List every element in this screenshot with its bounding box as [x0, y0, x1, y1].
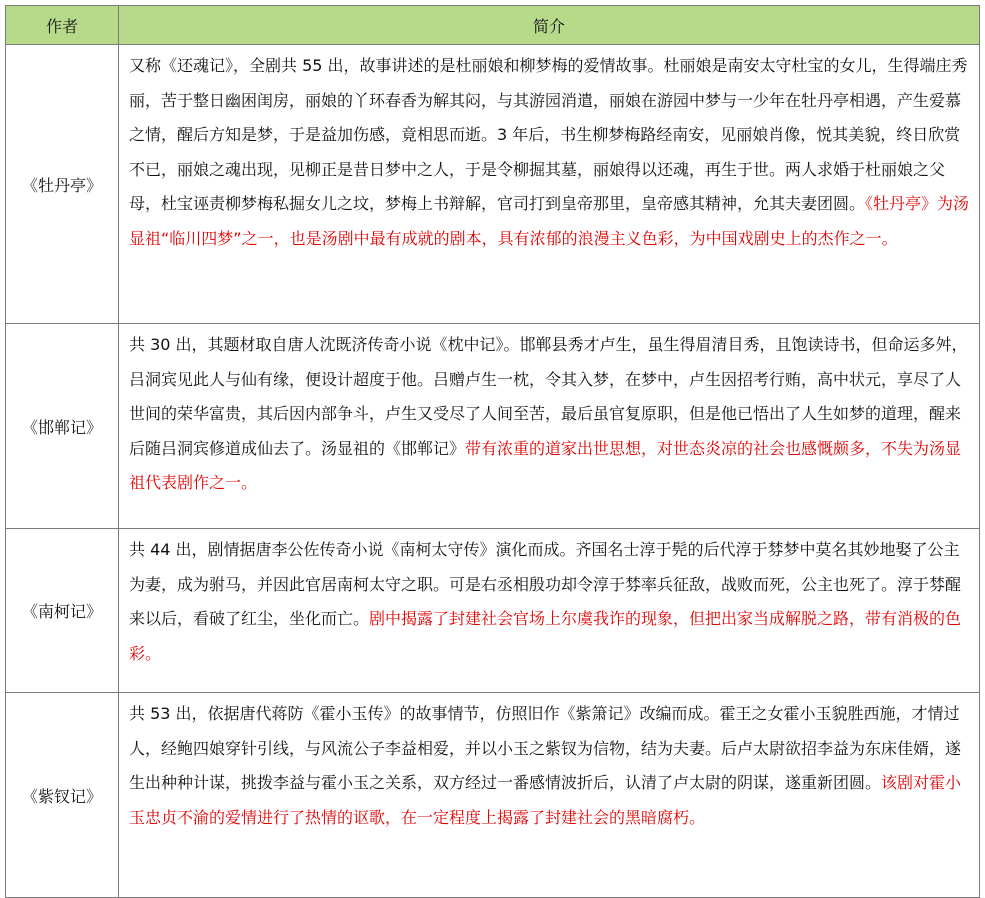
description-highlight: 剧中揭露了封建社会官场上尔虞我诈的现象，但把出家当成解脱之路，带有消极的色彩。 [129, 609, 962, 663]
description-text: 共 53 出，依据唐代蒋防《霍小玉传》的故事情节，仿照旧作《紫箫记》改编而成。霍王之女霍小玉貌胜西施，才情过人，经鲍四娘穿针引线，与风流公子李益相爱，并以小玉之紫钗为信物，结为夫妻。后卢太尉欲招李益为东床佳婿，遂生出种种计谋，挑拨李益与霍小玉之关系，双方经过一番感情波折后，认清了卢太尉的阴谋，遂重新团圆。 [129, 704, 962, 792]
description-text: 共 44 出，剧情据唐李公佐传奇小说《南柯太守传》演化而成。齐国名士淳于髡的后代淳于棼梦中莫名其妙地娶了公主为妻，成为驸马，并因此官居南柯太守之职。可是右丞相殷功却令淳于棼率兵征敌，战败而死，公主也死了。淳于棼醒来以后，看破了红尘，坐化而亡。 [129, 540, 962, 628]
play-description [119, 529, 980, 693]
description-text: 又称《还魂记》，全剧共 55 出，故事讲述的是杜丽娘和柳梦梅的爱情故事。杜丽娘是南安太守杜宝的女儿，生得端庄秀丽，苦于整日幽困闺房，丽娘的丫环春香为解其闷，与其游园消遣，丽娘在游园中梦与一少年在牡丹亭相遇，产生爱慕之情，醒后方知是梦，于是益加伤感，竟相思而逝。3 年后，书生柳梦梅路经南安，见丽娘肖像，悦其美貌，终日欣赏不已，丽娘之魂出现，见柳正是昔日梦中之人，于是令柳掘其墓，丽娘得以还魂，再生于世。两人求婚于杜丽娘之父母，杜宝诬责柳梦梅私掘女儿之坟，梦梅上书辩解，官司打到皇帝那里，皇帝感其精神，允其夫妻团圆。 [129, 56, 968, 213]
play-title: 《紫钗记》 [6, 693, 119, 898]
description-highlight: 该剧对霍小玉忠贞不渝的爱情进行了热情的讴歌，在一定程度上揭露了封建社会的黑暗腐朽。 [129, 773, 962, 827]
header-intro: 简介 [119, 6, 980, 45]
play-title: 《南柯记》 [6, 529, 119, 693]
header-row [6, 6, 980, 45]
description-highlight: 《牡丹亭》为汤显祖“临川四梦”之一，也是汤剧中最有成就的剧本，具有浓郁的浪漫主义色彩，为中国戏剧史上的杰作之一。 [129, 194, 970, 248]
play-description [119, 324, 980, 529]
table-row [6, 324, 980, 529]
table-row [6, 45, 980, 324]
play-title: 《牡丹亭》 [6, 45, 119, 324]
description-highlight: 带有浓重的道家出世思想，对世态炎凉的社会也感慨颇多，不失为汤显祖代表剧作之一。 [129, 438, 962, 492]
play-description [119, 693, 980, 898]
play-description [119, 45, 980, 324]
description-text: 共 30 出，其题材取自唐人沈既济传奇小说《枕中记》。邯郸县秀才卢生，虽生得眉清目秀，且饱读诗书，但命运多舛，吕洞宾见此人与仙有缘，便设计超度于他。吕赠卢生一枕，令其入梦，在梦中，卢生因招考行贿，高中状元，享尽了人世间的荣华富贵，其后因内部争斗，卢生又受尽了人间至苦，最后虽官复原职，但是他已悟出了人生如梦的道理，醒来后随吕洞宾修道成仙去了。汤显祖的《邯郸记》 [129, 335, 968, 458]
table-row [6, 529, 980, 693]
play-title: 《邯郸记》 [6, 324, 119, 529]
plays-table [5, 5, 980, 898]
header-author: 作者 [6, 6, 119, 45]
table-row [6, 693, 980, 898]
